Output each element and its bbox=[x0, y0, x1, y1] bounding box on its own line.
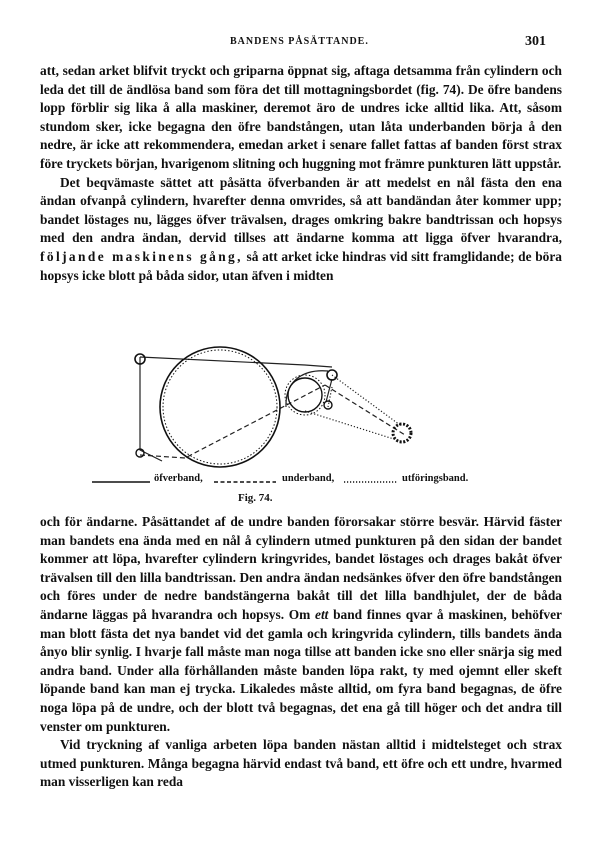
italic-word: ett bbox=[315, 606, 329, 622]
dotted-line-sample bbox=[344, 477, 400, 487]
page-number: 301 bbox=[525, 34, 546, 49]
upper-band bbox=[286, 371, 328, 407]
body-text-top bbox=[40, 62, 562, 285]
delivery-band bbox=[332, 375, 400, 425]
text-run: så att arket icke hindras vid sitt framglidande; de böra hopsys icke blott på båda sidor, utan äfven i midten bbox=[40, 248, 562, 283]
body-text-bottom bbox=[40, 513, 562, 792]
solid-line-sample bbox=[92, 477, 152, 487]
text-run: och för ändarne. Påsättandet af de undre banden förorsakar större besvär. Härvid fäster man bandets ena ända med en nål å cylindern utmed punkturen på den sidan der bandet kommer att löpa, hvarefter cylindern kringvrides, bandet löstages och drages bakåt öfver trävalsen till den lilla bandtrissan. Den andra ändan nedsänkes öfver den öfre bandstången och föres under de nedre bandstängerna bakåt till det lilla bandhjulet, der de båda ändarne läggas på hvarandra och hopsys. Om bbox=[40, 514, 562, 622]
dashed-line-sample bbox=[214, 477, 278, 487]
legend-label-delivery: utföringsband. bbox=[402, 473, 469, 484]
text-run: Det beqvämaste sättet att påsätta öfverbanden är att medelst en nål fästa den ena ändan ofvanpå cylindern, hvarefter denna omvrides, så att bandändan åter kommer upp; bandet löstages nu, lägges öfver trävalsen, drages omkring bakre bandtrissan och hopsys med den andra ändan, dervid tillses att ändarne komma att ligga öfver hvarandra, bbox=[40, 174, 562, 246]
under-band bbox=[325, 385, 405, 435]
paragraph bbox=[40, 174, 562, 286]
under-band bbox=[140, 385, 325, 458]
figure-legend bbox=[92, 473, 512, 489]
figure-caption: Fig. 74. bbox=[238, 492, 273, 504]
legend-label-upper: öfverband, bbox=[154, 473, 203, 484]
upper-band bbox=[140, 357, 162, 461]
legend-label-under: underband, bbox=[282, 473, 335, 484]
upper-band bbox=[140, 357, 332, 367]
paragraph: att, sedan arket blifvit tryckt och griparna öppnat sig, aftaga detsamma från cylindern och leda det till de ändlösa band som föra det till mottagningsbordet (fig. 74). De öfre bandens lopp förblir sig lika å alla maskiner, deremot äro de undres icke alltid lika. Att, såsom stundom sker, icke begagna den öfre bandstången, utan låta underbanden börja å den nedre, är icke att rekommendera, emedan arket i senare fallet fattas af banden först strax före tryckets början, hvarigenom slitning och huggning mot främre punkturen lätt uppstår. bbox=[40, 63, 562, 171]
spaced-text: följande maskinens gång, bbox=[40, 248, 243, 264]
running-title: BANDENS PÅSÄTTANDE. bbox=[230, 36, 369, 47]
delivery-band bbox=[305, 411, 400, 441]
cylinder-band bbox=[163, 350, 277, 464]
page-header bbox=[40, 36, 560, 56]
band-diagram bbox=[100, 345, 500, 475]
paragraph bbox=[40, 513, 562, 736]
band-pulley bbox=[324, 401, 332, 409]
paragraph: Vid tryckning af vanliga arbeten löpa banden nästan alltid i midtelsteget och strax utmed punkturen. Många begagna härvid endast två band, ett öfre och ett undre, hvarmed man visserligen kan reda bbox=[40, 737, 562, 790]
main-cylinder bbox=[160, 347, 280, 467]
text-run: band finnes qvar å maskinen, behöfver man blott fästa det nya bandet vid det gamla och kringvrida cylindern, tills bandets ända ånyo blir synlig. I hvarje fall måste man noga tillse att banden icke sno eller snärja sig med andra band. Under alla förhållanden måste banden löpa rakt, ty med ojemnt eller skeft löpande band kan man ej trycka. Likaledes måste alltid, om fyra band begagnas, de öfre noga löpa på de undre, och der blott två begagnas, det ena gå till höger och det andra till venster om punkturen. bbox=[40, 606, 562, 734]
